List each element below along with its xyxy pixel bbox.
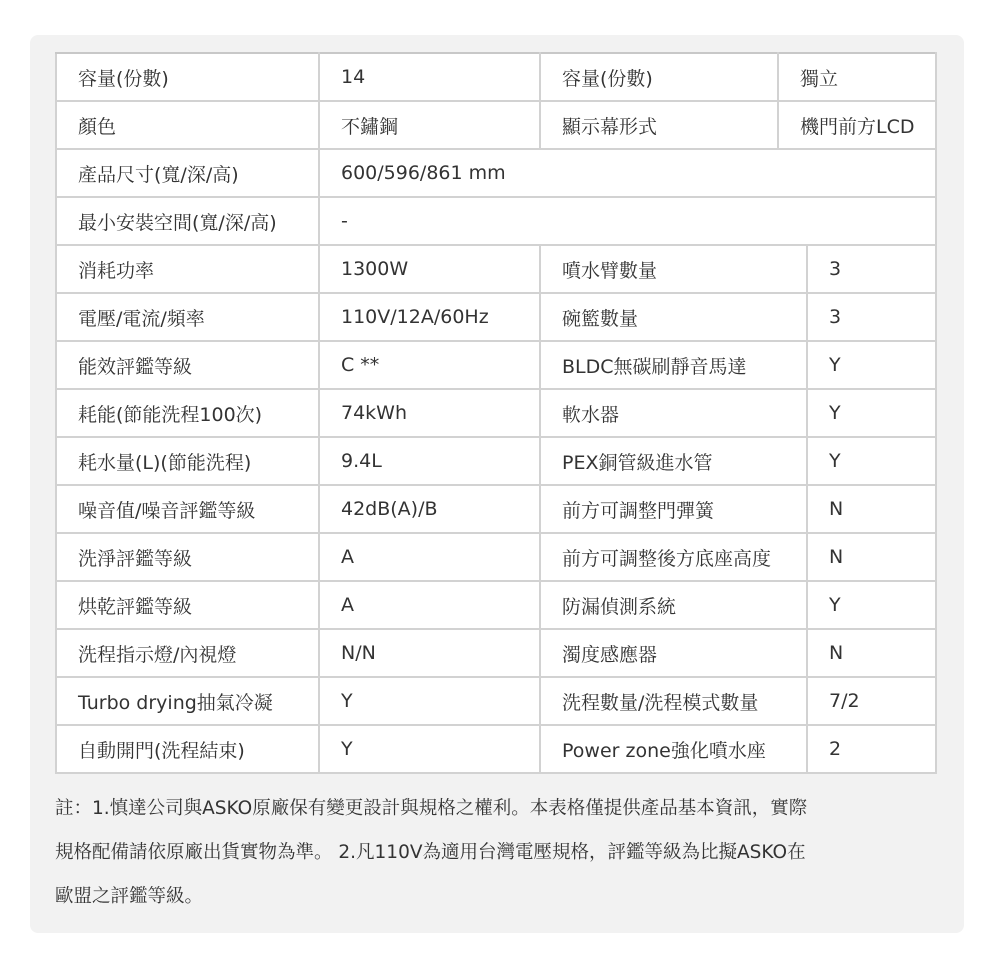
spec-label: 前方可調整後方底座高度 <box>540 533 807 581</box>
spec-value: 3 <box>807 293 936 341</box>
table-row <box>56 437 936 485</box>
spec-label: 洗程數量/洗程模式數量 <box>540 677 807 725</box>
spec-label: 最小安裝空間(寬/深/高) <box>56 197 319 245</box>
spec-value: N <box>807 629 936 677</box>
spec-value: Y <box>807 581 936 629</box>
spec-label: 消耗功率 <box>56 245 319 293</box>
table-row <box>56 149 936 197</box>
table-row <box>56 197 936 245</box>
spec-value: Y <box>807 389 936 437</box>
spec-label: 耗水量(L)(節能洗程) <box>56 437 319 485</box>
spec-value: - <box>319 197 936 245</box>
spec-label: 能效評鑑等級 <box>56 341 319 389</box>
spec-value: C ** <box>319 341 540 389</box>
table-row <box>56 581 936 629</box>
spec-value: Y <box>319 725 540 773</box>
spec-value: 74kWh <box>319 389 540 437</box>
table-row <box>56 101 936 149</box>
spec-label: 產品尺寸(寬/深/高) <box>56 149 319 197</box>
spec-value: A <box>319 581 540 629</box>
spec-table <box>55 52 937 774</box>
spec-value: Y <box>319 677 540 725</box>
table-row <box>56 245 936 293</box>
table-row <box>56 485 936 533</box>
spec-value: 110V/12A/60Hz <box>319 293 540 341</box>
spec-label: 容量(份數) <box>540 53 778 101</box>
spec-label: 軟水器 <box>540 389 807 437</box>
spec-label: PEX銅管級進水管 <box>540 437 807 485</box>
spec-value: 機門前方LCD <box>778 101 936 149</box>
spec-label: Turbo drying抽氣冷凝 <box>56 677 319 725</box>
footnote-line: 註：1.慎達公司與ASKO原廠保有變更設計與規格之權利。本表格僅提供產品基本資訊，實際 <box>55 798 808 819</box>
footnote <box>55 787 945 919</box>
spec-label: 前方可調整門彈簧 <box>540 485 807 533</box>
table-row <box>56 533 936 581</box>
table-row <box>56 341 936 389</box>
table-row <box>56 53 936 101</box>
spec-value: 1300W <box>319 245 540 293</box>
spec-label: Power zone強化噴水座 <box>540 725 807 773</box>
footnote-line: 規格配備請依原廠出貨實物為準。 2.凡110V為適用台灣電壓規格，評鑑等級為比擬ASKO在 <box>55 842 806 863</box>
spec-value: N <box>807 485 936 533</box>
spec-value: N/N <box>319 629 540 677</box>
spec-label: 洗淨評鑑等級 <box>56 533 319 581</box>
spec-value: 2 <box>807 725 936 773</box>
spec-label: 耗能(節能洗程100次) <box>56 389 319 437</box>
spec-label: 自動開門(洗程結束) <box>56 725 319 773</box>
spec-value: N <box>807 533 936 581</box>
table-row <box>56 629 936 677</box>
spec-label: 碗籃數量 <box>540 293 807 341</box>
spec-label: 噴水臂數量 <box>540 245 807 293</box>
spec-label: 烘乾評鑑等級 <box>56 581 319 629</box>
spec-label: 濁度感應器 <box>540 629 807 677</box>
spec-value: 42dB(A)/B <box>319 485 540 533</box>
spec-value: 9.4L <box>319 437 540 485</box>
spec-value: Y <box>807 341 936 389</box>
spec-value: 3 <box>807 245 936 293</box>
table-row <box>56 677 936 725</box>
spec-value: A <box>319 533 540 581</box>
table-row <box>56 725 936 773</box>
table-row <box>56 389 936 437</box>
spec-label: BLDC無碳刷靜音馬達 <box>540 341 807 389</box>
spec-label: 洗程指示燈/內視燈 <box>56 629 319 677</box>
table-row <box>56 293 936 341</box>
spec-value: Y <box>807 437 936 485</box>
spec-value: 不鏽鋼 <box>319 101 540 149</box>
spec-value: 7/2 <box>807 677 936 725</box>
spec-value: 14 <box>319 53 540 101</box>
spec-label: 電壓/電流/頻率 <box>56 293 319 341</box>
spec-label: 容量(份數) <box>56 53 319 101</box>
spec-label: 防漏偵測系統 <box>540 581 807 629</box>
spec-label: 噪音值/噪音評鑑等級 <box>56 485 319 533</box>
spec-value: 600/596/861 mm <box>319 149 936 197</box>
footnote-line: 歐盟之評鑑等級。 <box>55 886 204 907</box>
spec-label: 顯示幕形式 <box>540 101 778 149</box>
spec-value: 獨立 <box>778 53 936 101</box>
spec-label: 顏色 <box>56 101 319 149</box>
